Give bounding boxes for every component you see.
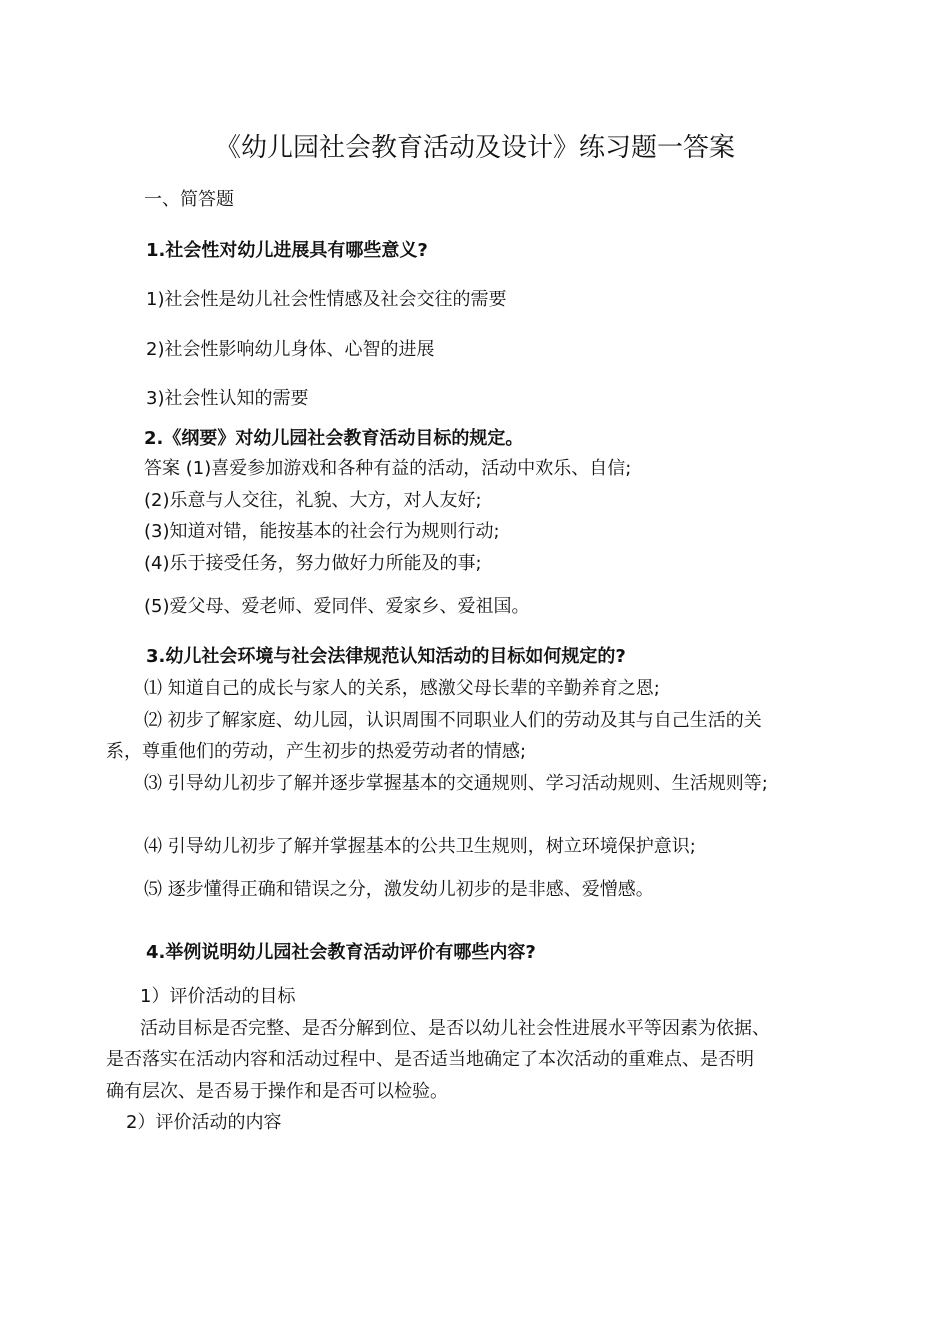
q4-paragraph-line-2: 是否落实在活动内容和活动过程中、是否适当地确定了本次活动的重难点、是否明	[106, 1049, 754, 1070]
q4-answer-2: 2）评价活动的内容	[126, 1112, 282, 1133]
q2-answer-1: 答案 (1)喜爱参加游戏和各种有益的活动，活动中欢乐、自信;	[144, 458, 632, 479]
question-3: 3.幼儿社会环境与社会法律规范认知活动的目标如何规定的?	[146, 646, 626, 667]
q3-answer-4: ⑷ 引导幼儿初步了解并掌握基本的公共卫生规则，树立环境保护意识;	[144, 836, 696, 857]
q3-answer-1: ⑴ 知道自己的成长与家人的关系，感激父母长辈的辛勤养育之恩;	[144, 678, 660, 699]
q2-answer-3: (3)知道对错，能按基本的社会行为规则行动;	[144, 521, 500, 542]
q3-answer-2-cont: 系，尊重他们的劳动，产生初步的热爱劳动者的情感;	[106, 741, 527, 762]
document-title: 《幼儿园社会教育活动及设计》练习题一答案	[214, 133, 735, 163]
question-1: 1.社会性对幼儿进展具有哪些意义?	[146, 240, 428, 261]
q3-answer-5: ⑸ 逐步懂得正确和错误之分，激发幼儿初步的是非感、爱憎感。	[144, 879, 654, 900]
q2-answer-4: (4)乐于接受任务，努力做好力所能及的事;	[144, 553, 482, 574]
q4-paragraph-line-1: 活动目标是否完整、是否分解到位、是否以幼儿社会性进展水平等因素为依据、	[140, 1018, 770, 1039]
q3-answer-2: ⑵ 初步了解家庭、幼儿园，认识周围不同职业人们的劳动及其与自己生活的关	[144, 710, 762, 731]
question-4: 4.举例说明幼儿园社会教育活动评价有哪些内容?	[146, 942, 536, 963]
q2-answer-2: (2)乐意与人交往，礼貌、大方，对人友好;	[144, 490, 482, 511]
q1-answer-1: 1)社会性是幼儿社会性情感及社会交往的需要	[146, 289, 507, 310]
q2-answer-5: (5)爱父母、爱老师、爱同伴、爱家乡、爱祖国。	[144, 596, 530, 617]
q4-paragraph-line-3: 确有层次、是否易于操作和是否可以检验。	[106, 1081, 448, 1102]
q1-answer-3: 3)社会性认知的需要	[146, 388, 309, 409]
q3-answer-3: ⑶ 引导幼儿初步了解并逐步掌握基本的交通规则、学习活动规则、生活规则等;	[144, 773, 768, 794]
q4-answer-1: 1）评价活动的目标	[140, 986, 296, 1007]
question-2: 2.《纲要》对幼儿园社会教育活动目标的规定。	[144, 428, 524, 449]
q1-answer-2: 2)社会性影响幼儿身体、心智的进展	[146, 339, 435, 360]
section-heading: 一、简答题	[144, 189, 234, 210]
